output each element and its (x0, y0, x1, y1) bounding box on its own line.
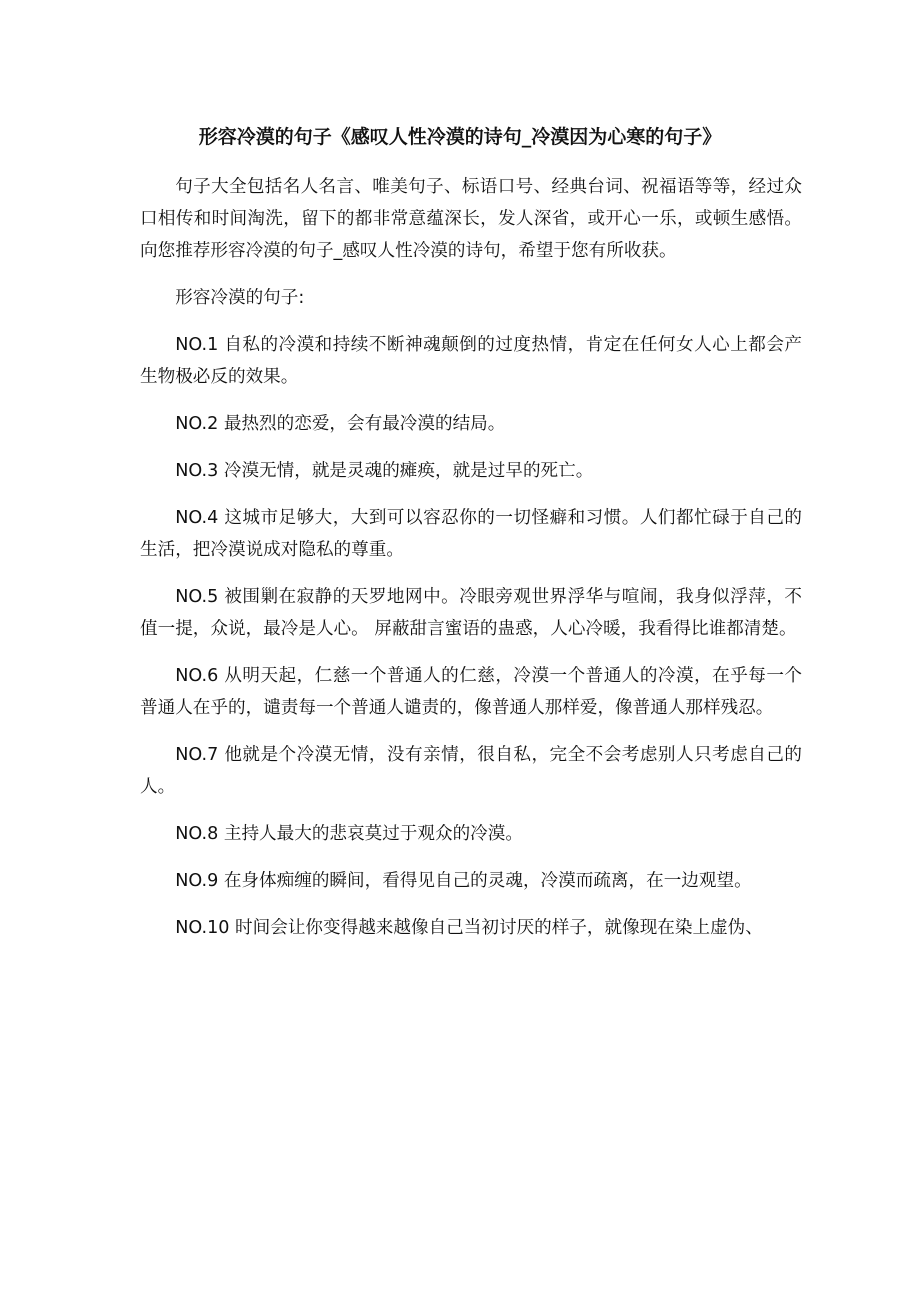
sentence-item-7: NO.7 他就是个冷漠无情，没有亲情，很自私，完全不会考虑别人只考虑自己的人。 (140, 745, 802, 797)
intro-paragraph: 句子大全包括名人名言、唯美句子、标语口号、经典台词、祝福语等等，经过众口相传和时间淘洗，留下的都非常意蕴深长，发人深省，或开心一乐，或顿生感悟。向您推荐形容冷漠的句子_感叹人性冷漠的诗句，希望于您有所收获。 (140, 177, 802, 261)
sentence-item-5: NO.5 被围剿在寂静的天罗地网中。冷眼旁观世界浮华与喧闹，我身似浮萍，不值一提，众说，最冷是人心。 屏蔽甜言蜜语的蛊惑，人心冷暖，我看得比谁都清楚。 (140, 587, 802, 639)
sentence-item-8: NO.8 主持人最大的悲哀莫过于观众的冷漠。 (175, 824, 523, 844)
sentence-item-1: NO.1 自私的冷漠和持续不断神魂颠倒的过度热情，肯定在任何女人心上都会产生物极必反的效果。 (140, 335, 802, 387)
document-title: 形容冷漠的句子《感叹人性冷漠的诗句_冷漠因为心寒的句子》 (198, 126, 722, 148)
sentence-item-9: NO.9 在身体痴缠的瞬间，看得见自己的灵魂，冷漠而疏离，在一边观望。 (175, 871, 752, 891)
document-body (140, 171, 802, 959)
sentence-item-3: NO.3 冷漠无情，就是灵魂的瘫痪，就是过早的死亡。 (175, 461, 594, 481)
sentence-item-6: NO.6 从明天起，仁慈一个普通人的仁慈，冷漠一个普通人的冷漠，在乎每一个普通人在乎的，谴责每一个普通人谴责的，像普通人那样爱，像普通人那样残忍。 (140, 666, 802, 718)
sentence-item-10: NO.10 时间会让你变得越来越像自己当初讨厌的样子，就像现在染上虚伪、 (175, 918, 763, 938)
sentence-item-4: NO.4 这城市足够大，大到可以容忍你的一切怪癖和习惯。人们都忙碌于自己的生活，把冷漠说成对隐私的尊重。 (140, 508, 802, 560)
sentence-item-2: NO.2 最热烈的恋爱，会有最冷漠的结局。 (175, 414, 506, 434)
section-heading: 形容冷漠的句子: (175, 288, 305, 308)
